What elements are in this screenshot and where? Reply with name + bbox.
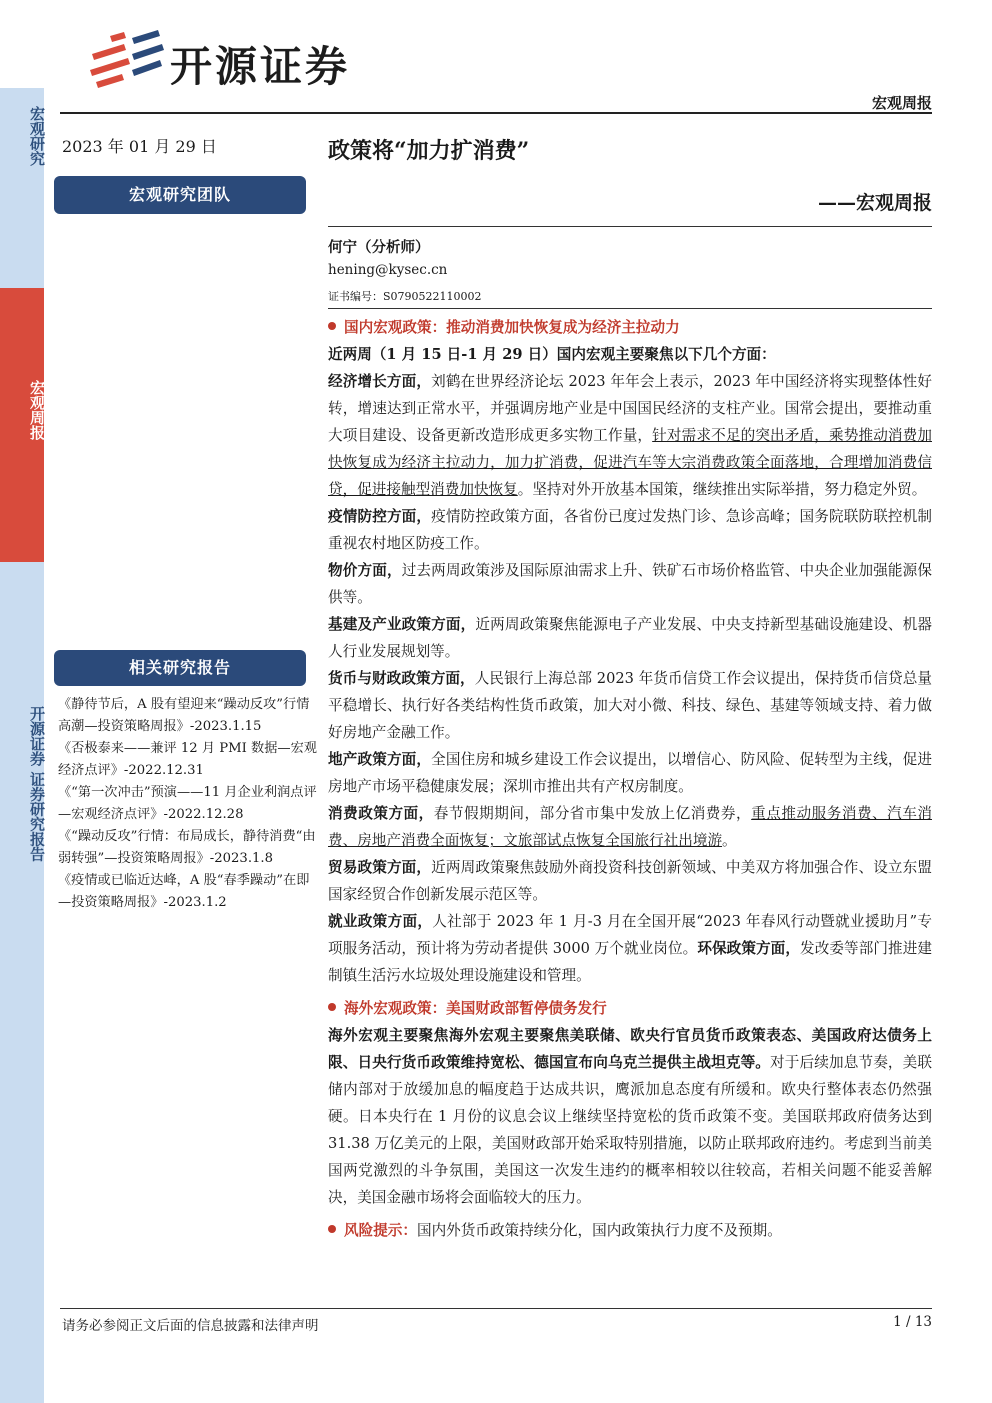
bullet-icon — [328, 1225, 336, 1233]
bullet-icon — [328, 1003, 336, 1011]
sidebar-label-mid: 宏观周报 — [28, 380, 46, 440]
brand-logo-icon — [88, 30, 168, 90]
paragraph-prices: 物价方面，过去两周政策涉及国际原油需求上升、铁矿石市场价格监管、中央企业加强能源保供等。 — [328, 562, 932, 606]
paragraph-employment: 就业政策方面，人社部于 2023 年 1 月-3 月在全国开展“2023 年春风行动暨就业援助月”专项服务活动，预计将为劳动者提供 3000 万个就业岗位。环保政策方面，发改委等部门推进建制镇生活污水垃圾处理设施建设和管理。 — [328, 913, 932, 984]
related-reports-list — [58, 694, 320, 914]
report-subtitle: ——宏观周报 — [817, 192, 932, 214]
sidebar-label-bottom: 开源证券 证券研究报告 — [28, 706, 46, 862]
related-report-item[interactable]: 《“躁动反攻”行情：布局成长，静待消费“由弱转强”—投资策略周报》-2023.1.8 — [58, 829, 316, 866]
paragraph-monetary: 货币与财政政策方面，人民银行上海总部 2023 年货币信贷工作会议提出，保持货币信贷总量平稳增长、执行好各类结构性货币政策，加大对小微、科技、绿色、基建等领域支持、着力做好房地产金融工作。 — [328, 670, 932, 741]
related-reports-title: 相关研究报告 — [54, 650, 306, 686]
report-title: 政策将“加力扩消费” — [328, 138, 530, 164]
related-report-item[interactable]: 《静待节后，A 股有望迎来“躁动反攻”行情高潮—投资策略周报》-2023.1.15 — [58, 697, 310, 734]
related-report-item[interactable]: 《“第一次冲击”预演——11 月企业利润点评—宏观经济点评》-2022.12.28 — [58, 785, 317, 822]
analyst-name: 何宁（分析师） — [328, 239, 430, 256]
analyst-email[interactable]: hening@kysec.cn — [328, 262, 448, 278]
page-number: 1 / 13 — [893, 1314, 932, 1330]
related-report-item[interactable]: 《否极泰来——兼评 12 月 PMI 数据—宏观经济点评》-2022.12.31 — [58, 741, 317, 778]
brand-name: 开源证券 — [170, 42, 351, 91]
header-report-type: 宏观周报 — [871, 94, 932, 112]
footer-divider — [60, 1308, 932, 1309]
header-divider — [60, 112, 932, 114]
paragraph-infrastructure: 基建及产业政策方面，近两周政策聚焦能源电子产业发展、中央支持新型基础设施建设、机器人行业发展规划等。 — [328, 616, 932, 660]
team-label: 宏观研究团队 — [54, 176, 306, 214]
bullet-icon — [328, 322, 336, 330]
sidebar-band-bottom — [0, 562, 44, 1403]
analyst-divider — [328, 308, 932, 309]
title-divider — [328, 226, 932, 227]
sidebar-label-top: 宏观研究 — [28, 106, 46, 166]
section-heading-domestic: 国内宏观政策：推动消费加快恢复成为经济主拉动力 — [328, 314, 932, 341]
paragraph-consumption: 消费政策方面，春节假期期间，部分省市集中发放上亿消费券，重点推动服务消费、汽车消费、房地产消费全面恢复；文旅部试点恢复全国旅行社出境游。 — [328, 805, 932, 849]
paragraph-epidemic: 疫情防控方面，疫情防控政策方面，各省份已度过发热门诊、急诊高峰；国务院联防联控机制重视农村地区防疫工作。 — [328, 508, 932, 552]
paragraph-property: 地产政策方面，全国住房和城乡建设工作会议提出，以增信心、防风险、促转型为主线，促进房地产市场平稳健康发展；深圳市推出共有产权房制度。 — [328, 751, 932, 795]
report-date: 2023 年 01 月 29 日 — [62, 137, 217, 156]
report-body — [328, 314, 932, 1244]
section-heading-overseas: 海外宏观政策：美国财政部暂停债务发行 — [328, 995, 932, 1022]
risk-warning: 风险提示：国内外货币政策持续分化，国内政策执行力度不及预期。 — [328, 1217, 932, 1244]
section-intro: 近两周（1 月 15 日-1 月 29 日）国内宏观主要聚焦以下几个方面： — [328, 346, 776, 363]
footer-disclaimer: 请务必参阅正文后面的信息披露和法律声明 — [62, 1318, 319, 1334]
analyst-cert: 证书编号：S0790522110002 — [328, 290, 482, 303]
paragraph-trade: 贸易政策方面，近两周政策聚焦鼓励外商投资科技创新领域、中美双方将加强合作、设立东盟国家经贸合作创新发展示范区等。 — [328, 859, 932, 903]
paragraph-growth: 经济增长方面，刘鹤在世界经济论坛 2023 年年会上表示，2023 年中国经济将实现整体性好转，增速达到正常水平，并强调房地产业是中国国民经济的支柱产业。国常会提出，要推动重大项目建设、设备更新改造形成更多实物工作量，针对需求不足的突出矛盾，乘势推动消费加快恢复成为经济主拉动力，加力扩消费，促进汽车等大宗消费政策全面落地，合理增加消费信贷，促进接触型消费加快恢复。坚持对外开放基本国策，继续推出实际举措，努力稳定外贸。 — [328, 373, 932, 498]
related-report-item[interactable]: 《疫情或已临近达峰，A 股“春季躁动”在即—投资策略周报》-2023.1.2 — [58, 873, 310, 910]
paragraph-overseas: 海外宏观主要聚焦海外宏观主要聚焦美联储、欧央行官员货币政策表态、美国政府达债务上限、日央行货币政策维持宽松、德国宣布向乌克兰提供主战坦克等。对于后续加息节奏，美联储内部对于放缓加息的幅度趋于达成共识，鹰派加息态度有所缓和。欧央行整体表态仍然强硬。日本央行在 1 月份的议息会议上继续坚持宽松的货币政策不变。美国联邦政府债务达到 31.38 万亿美元的上限，美国财政部开始采取特别措施，以防止联邦政府违约。考虑到当前美国两党激烈的斗争氛围，美国这一次发生违约的概率相较以往较高，若相关问题不能妥善解决，美国金融市场将会面临较大的压力。 — [328, 1027, 932, 1206]
